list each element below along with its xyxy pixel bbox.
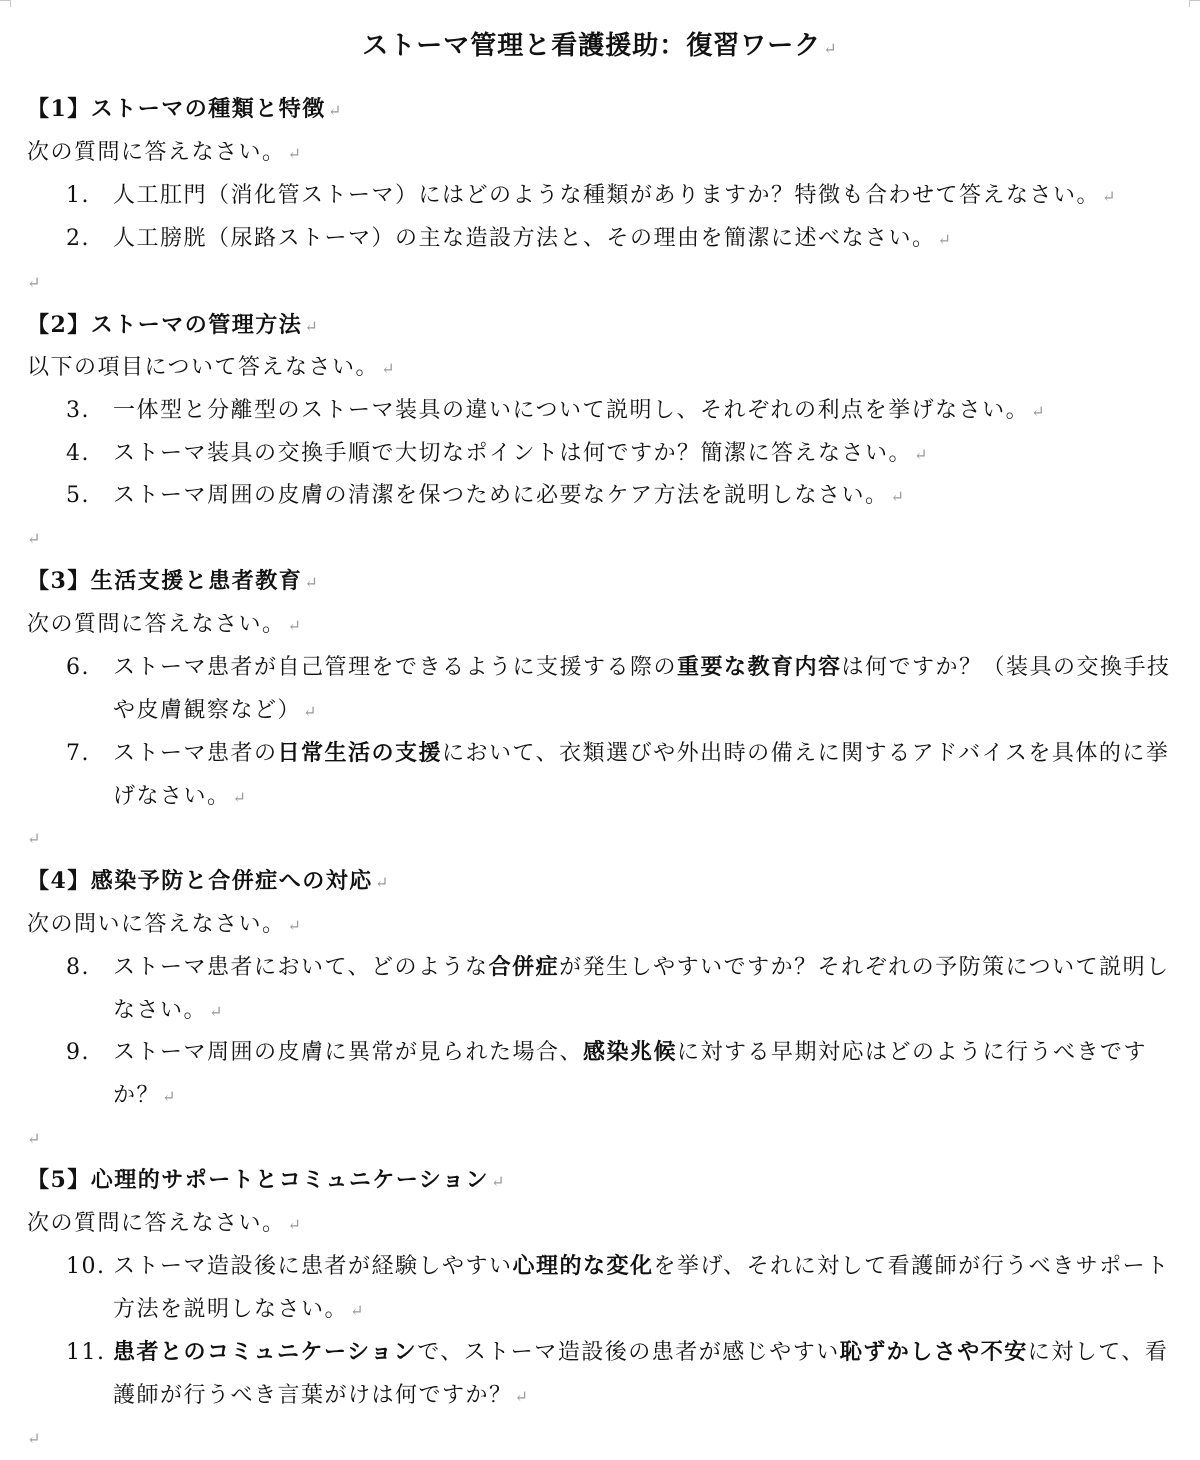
question-text: ストーマ造設後に患者が経験しやすい心理的な変化を挙げ、それに対して看護師が行うべきサポート方法を説明しなさい。 ↵ <box>113 1253 1170 1322</box>
emphasis-text: 重要な教育内容 <box>677 654 842 680</box>
section-heading-text: 【3】生活支援と患者教育 <box>27 568 303 594</box>
question-number: 1. <box>66 183 90 208</box>
question-number: 5. <box>66 483 90 508</box>
question-text: 人工肛門（消化管ストーマ）にはどのような種類がありますか？特徴も合わせて答えなさい。 ↵ <box>113 183 1117 208</box>
emphasis-text: 合併症 <box>488 954 560 980</box>
section-heading-3 <box>27 560 319 604</box>
emphasis-text: 心理的な変化 <box>512 1253 654 1279</box>
question-number: 4. <box>66 441 90 466</box>
question-text: ストーマ周囲の皮膚に異常が見られた場合、感染兆候に対する早期対応はどのように行うべきですか？ ↵ <box>113 1039 1148 1108</box>
section-heading-5 <box>27 1159 506 1203</box>
question-number: 6. <box>66 655 90 680</box>
emphasis-text: 恥ずかしさや不安 <box>839 1339 1028 1365</box>
section-heading-text: 【5】心理的サポートとコミュニケーション <box>27 1167 489 1193</box>
paragraph-mark: ↵ <box>374 873 390 892</box>
emphasis-text: 感染兆候 <box>583 1039 678 1065</box>
paragraph-mark: ↵ <box>287 616 303 635</box>
empty-paragraph: ↵ <box>27 829 41 848</box>
paragraph-mark: ↵ <box>327 101 343 120</box>
section-heading-4 <box>27 860 390 904</box>
question-text: 一体型と分離型のストーマ装具の違いについて説明し、それぞれの利点を挙げなさい。 ↵ <box>113 398 1046 423</box>
section-heading-1 <box>27 88 343 132</box>
paragraph-mark: ↵ <box>287 1215 303 1234</box>
emphasis-text: 患者とのコミュニケーション <box>113 1339 418 1365</box>
question-number: 8. <box>66 955 90 980</box>
paragraph-mark: ↵ <box>304 573 320 592</box>
instruction-text: 次の質問に答えなさい。 <box>27 1211 286 1236</box>
question-text: ストーマ装具の交換手順で大切なポイントは何ですか？簡潔に答えなさい。 ↵ <box>113 441 929 466</box>
question-text: ストーマ患者が自己管理をできるように支援する際の重要な教育内容は何ですか？（装具の交換手技や皮膚観察など） ↵ <box>113 654 1171 723</box>
instruction-text: 以下の項目について答えなさい。 <box>27 355 380 380</box>
instruction-text: 次の質問に答えなさい。 <box>27 140 286 165</box>
emphasis-text: 日常生活の支援 <box>277 740 443 766</box>
empty-paragraph: ↵ <box>27 1429 41 1448</box>
question-text: ストーマ患者の日常生活の支援において、衣類選びや外出時の備えに関するアドバイスを具体的に挙げなさい。 ↵ <box>113 740 1170 809</box>
paragraph-mark: ↵ <box>287 916 303 935</box>
section-instruction-4 <box>27 903 302 947</box>
page-corner-mark-right <box>1189 0 1200 7</box>
question-number: 2. <box>66 226 90 251</box>
section-heading-text: 【4】感染予防と合併症への対応 <box>27 868 373 894</box>
document-title <box>0 24 1200 71</box>
paragraph-mark: ↵ <box>491 1172 506 1191</box>
question-text: ストーマ周囲の皮膚の清潔を保つために必要なケア方法を説明しなさい。 ↵ <box>113 483 906 508</box>
section-heading-text: 【2】ストーマの管理方法 <box>27 312 303 338</box>
paragraph-mark: ↵ <box>304 317 320 336</box>
section-instruction-5 <box>27 1202 302 1246</box>
question-text: ストーマ患者において、どのような合併症が発生しやすいですか？それぞれの予防策について説明しなさい。 ↵ <box>113 954 1170 1023</box>
section-heading-2 <box>27 304 319 348</box>
section-heading-text: 【1】ストーマの種類と特徴 <box>27 96 326 122</box>
question-text: 人工膀胱（尿路ストーマ）の主な造設方法と、その理由を簡潔に述べなさい。 ↵ <box>113 226 953 251</box>
question-number: 10. <box>66 1254 106 1279</box>
section-instruction-3 <box>27 603 302 647</box>
empty-paragraph: ↵ <box>27 273 41 292</box>
title-text: ストーマ管理と看護援助：復習ワーク <box>362 31 822 61</box>
paragraph-mark: ↵ <box>823 39 838 58</box>
instruction-text: 次の問いに答えなさい。 <box>27 912 286 937</box>
paragraph-mark: ↵ <box>381 359 396 378</box>
section-instruction-1 <box>27 131 302 175</box>
paragraph-mark: ↵ <box>287 144 303 163</box>
question-number: 3. <box>66 398 90 423</box>
question-number: 11. <box>66 1340 106 1365</box>
section-instruction-2 <box>27 346 396 390</box>
question-text: 患者とのコミュニケーションで、ストーマ造設後の患者が感じやすい恥ずかしさや不安に対して、看護師が行うべき言葉がけは何ですか？ ↵ <box>113 1339 1169 1408</box>
empty-paragraph: ↵ <box>27 529 41 548</box>
question-number: 9. <box>66 1040 90 1065</box>
question-number: 7. <box>66 741 90 766</box>
page-corner-mark-left <box>0 0 11 7</box>
instruction-text: 次の質問に答えなさい。 <box>27 612 286 637</box>
empty-paragraph: ↵ <box>27 1129 41 1148</box>
